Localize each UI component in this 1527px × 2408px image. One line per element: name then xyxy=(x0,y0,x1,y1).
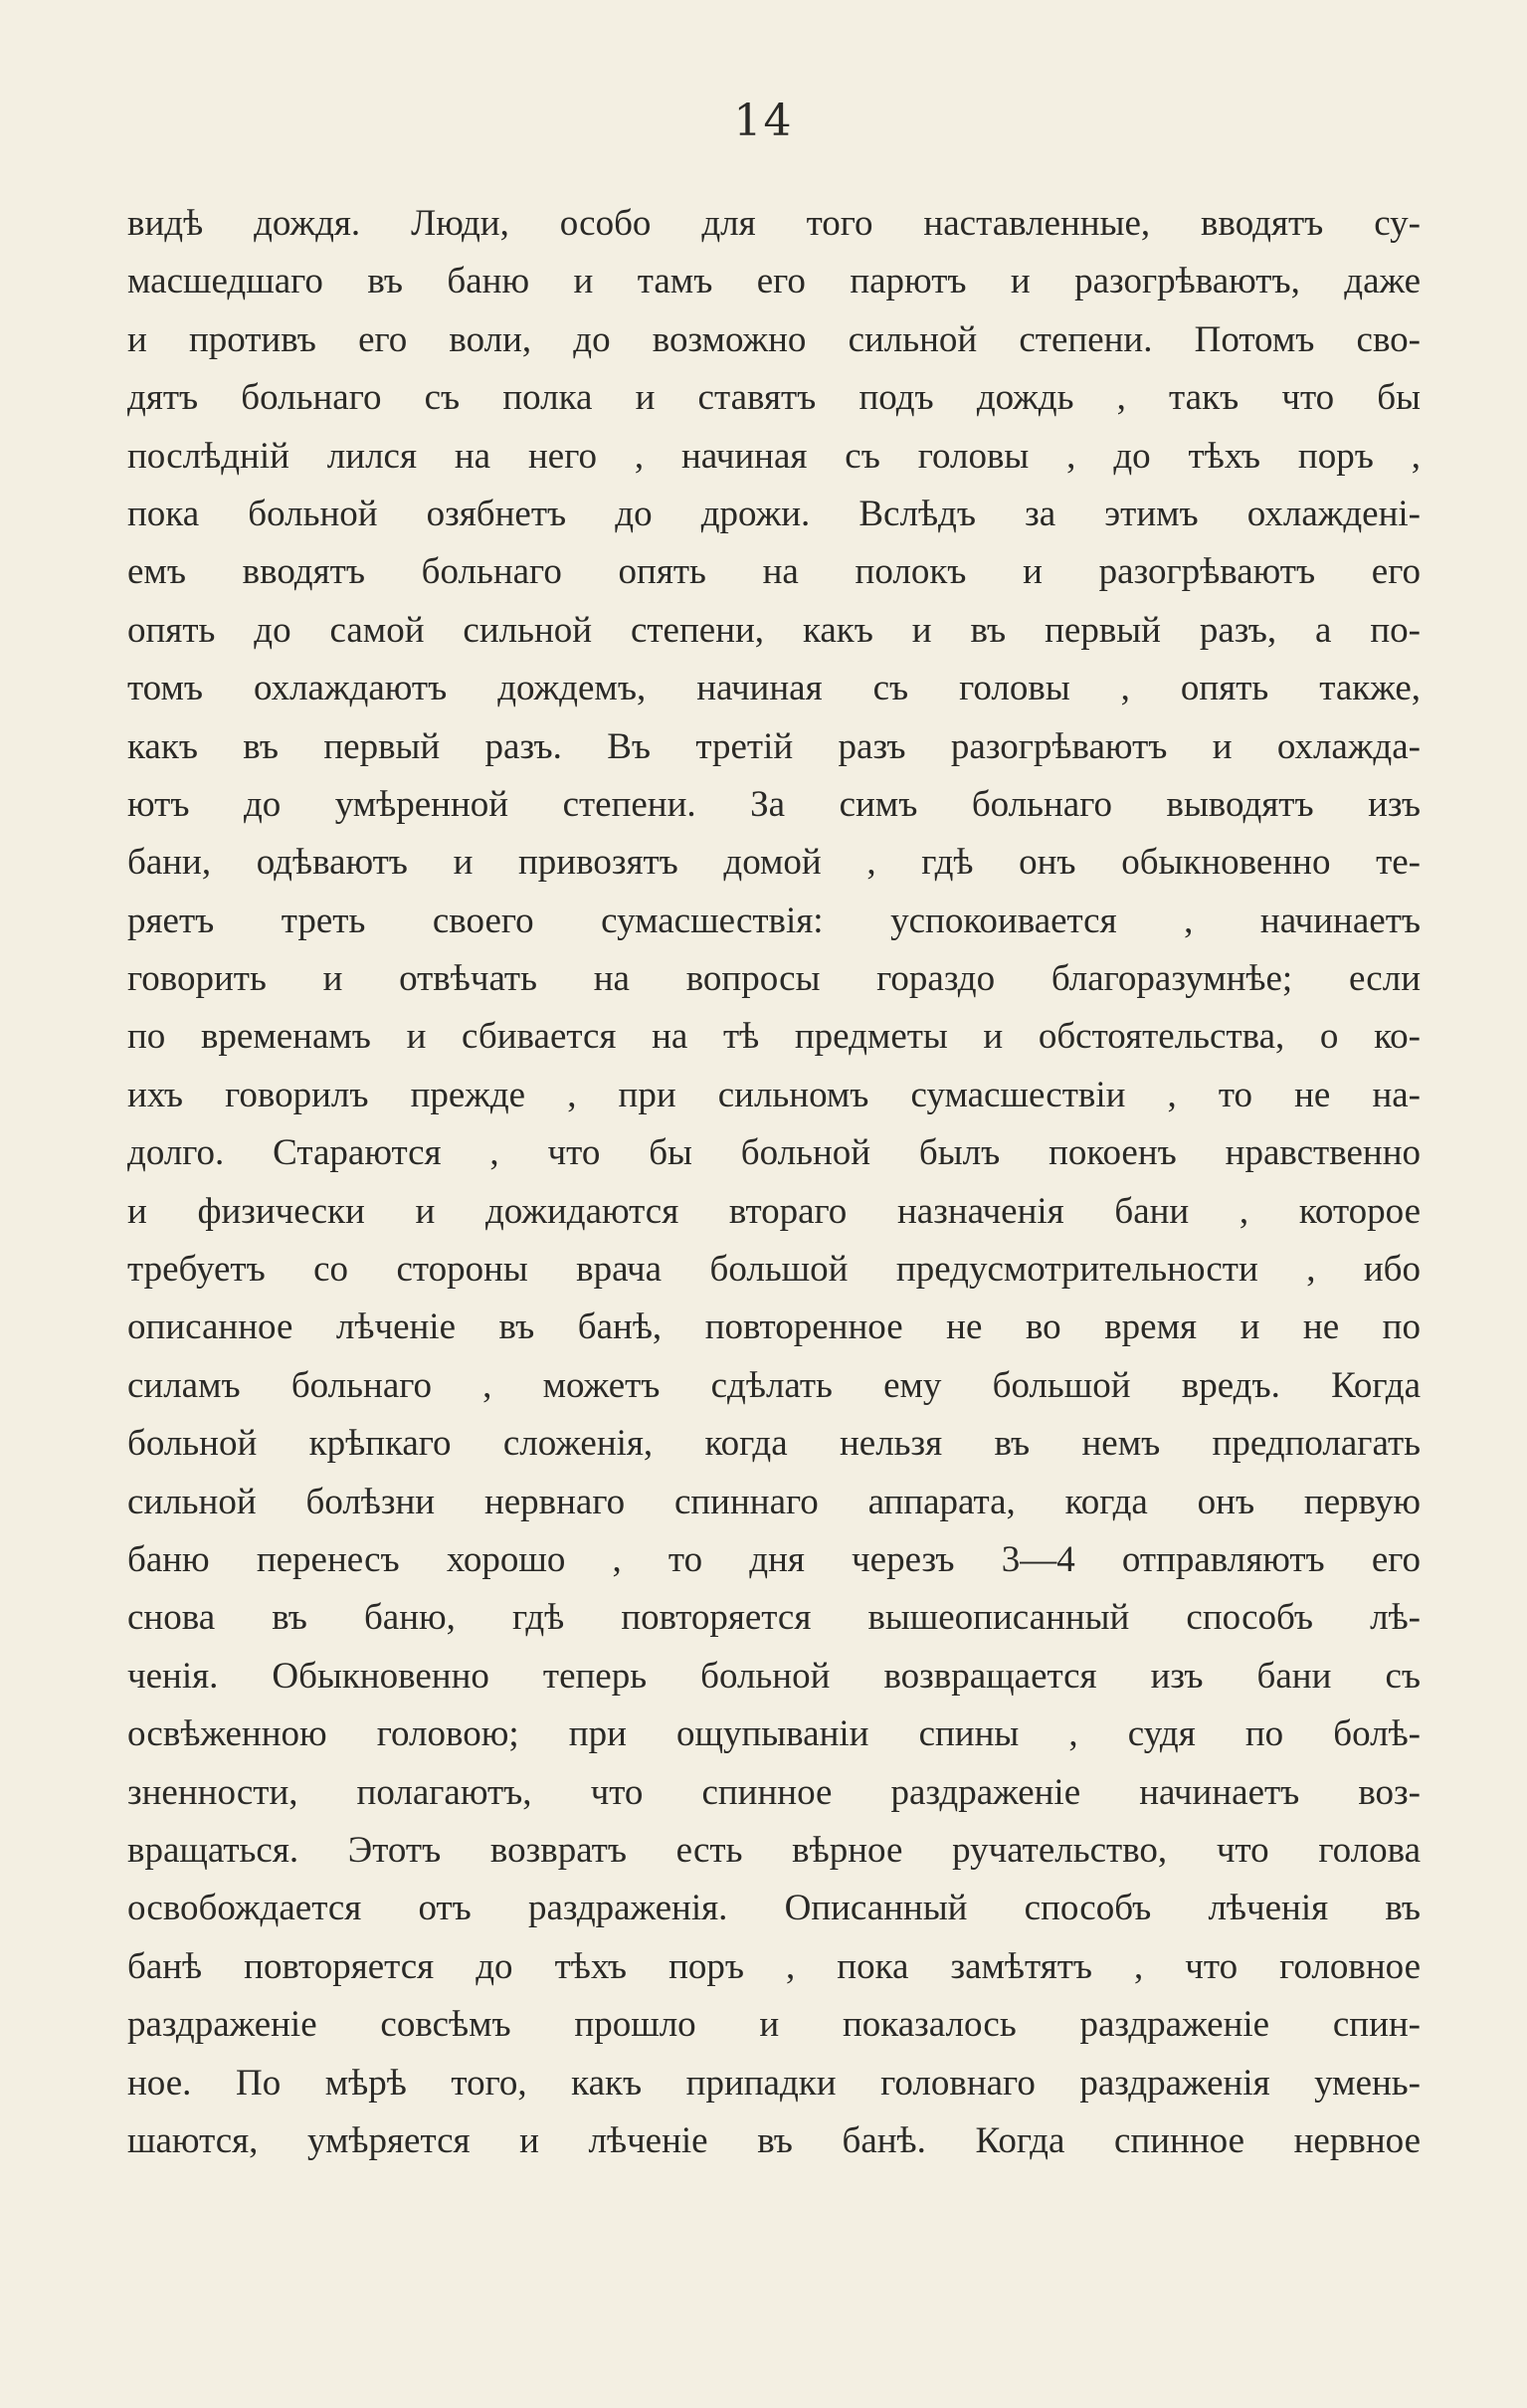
text-line: ное. По мѣрѣ того, какъ припадки головнаго раздраженiя умень- xyxy=(127,2062,1421,2104)
text-line: освѣженною головою; при ощупыванiи спины , судя по болѣ- xyxy=(127,1713,1421,1755)
text-line: зненности, полагаютъ, что спинное раздраженiе начинаетъ воз- xyxy=(127,1771,1421,1813)
body-text xyxy=(127,195,1421,2170)
text-line: послѣднiй лился на него , начиная съ головы , до тѣхъ поръ , xyxy=(127,435,1421,477)
text-line: силамъ больнаго , можетъ сдѣлать ему большой вредъ. Когда xyxy=(127,1364,1421,1406)
text-line: и противъ его воли, до возможно сильной степени. Потомъ сво- xyxy=(127,318,1421,360)
text-line: шаются, умѣряется и лѣченiе въ банѣ. Когда спинное нервное xyxy=(127,2119,1421,2161)
text-line: снова въ баню, гдѣ повторяется вышеописанный способъ лѣ- xyxy=(127,1597,1421,1639)
text-line: ихъ говорилъ прежде , при сильномъ сумасшествiи , то не на- xyxy=(127,1074,1421,1115)
text-line: раздраженiе совсѣмъ прошло и показалось раздраженiе спин- xyxy=(127,2004,1421,2046)
text-line: ряетъ треть своего сумасшествiя: успокоивается , начинаетъ xyxy=(127,900,1421,941)
text-line: говорить и отвѣчать на вопросы гораздо благоразумнѣе; если xyxy=(127,958,1421,1000)
text-line: емъ вводятъ больнаго опять на полокъ и разогрѣваютъ его xyxy=(127,551,1421,593)
text-line: описанное лѣченiе въ банѣ, повторенное не во время и не по xyxy=(127,1306,1421,1348)
page-number: 14 xyxy=(733,96,794,146)
text-line: томъ охлаждаютъ дождемъ, начиная съ головы , опять также, xyxy=(127,668,1421,709)
text-line: баню перенесъ хорошо , то дня черезъ 3—4 отправляютъ его xyxy=(127,1538,1421,1580)
text-line: бани, одѣваютъ и привозятъ домой , гдѣ онъ обыкновенно те- xyxy=(127,842,1421,884)
text-line: вращаться. Этотъ возвратъ есть вѣрное ручательство, что голова xyxy=(127,1829,1421,1871)
text-line: масшедшаго въ баню и тамъ его парютъ и разогрѣваютъ, даже xyxy=(127,261,1421,302)
text-line: опять до самой сильной степени, какъ и въ первый разъ, а по- xyxy=(127,609,1421,651)
text-line: больной крѣпкаго сложенiя, когда нельзя въ немъ предполагать xyxy=(127,1423,1421,1465)
text-line: требуетъ со стороны врача большой предусмотрительности , ибо xyxy=(127,1249,1421,1291)
text-line: дятъ больнаго съ полка и ставятъ подъ дождь , такъ что бы xyxy=(127,377,1421,419)
text-line: освобождается отъ раздраженiя. Описанный способъ лѣченiя въ xyxy=(127,1888,1421,1929)
text-line: долго. Стараются , что бы больной былъ покоенъ нравственно xyxy=(127,1132,1421,1174)
text-line: сильной болѣзни нервнаго спиннаго аппарата, когда онъ первую xyxy=(127,1481,1421,1522)
text-line: банѣ повторяется до тѣхъ поръ , пока замѣтятъ , что головное xyxy=(127,1945,1421,1987)
text-line: пока больной озябнетъ до дрожи. Вслѣдъ за этимъ охлажденi- xyxy=(127,493,1421,534)
text-line: видѣ дождя. Люди, особо для того наставленные, вводятъ су- xyxy=(127,203,1421,244)
text-line: ченiя. Обыкновенно теперь больной возвращается изъ бани съ xyxy=(127,1655,1421,1697)
text-line: какъ въ первый разъ. Въ третiй разъ разогрѣваютъ и охлажда- xyxy=(127,725,1421,767)
text-line: и физически и дожидаются втораго назначенiя бани , которое xyxy=(127,1190,1421,1232)
text-line: по временамъ и сбивается на тѣ предметы и обстоятельства, о ко- xyxy=(127,1016,1421,1058)
text-line: ютъ до умѣренной степени. За симъ больнаго выводятъ изъ xyxy=(127,783,1421,825)
